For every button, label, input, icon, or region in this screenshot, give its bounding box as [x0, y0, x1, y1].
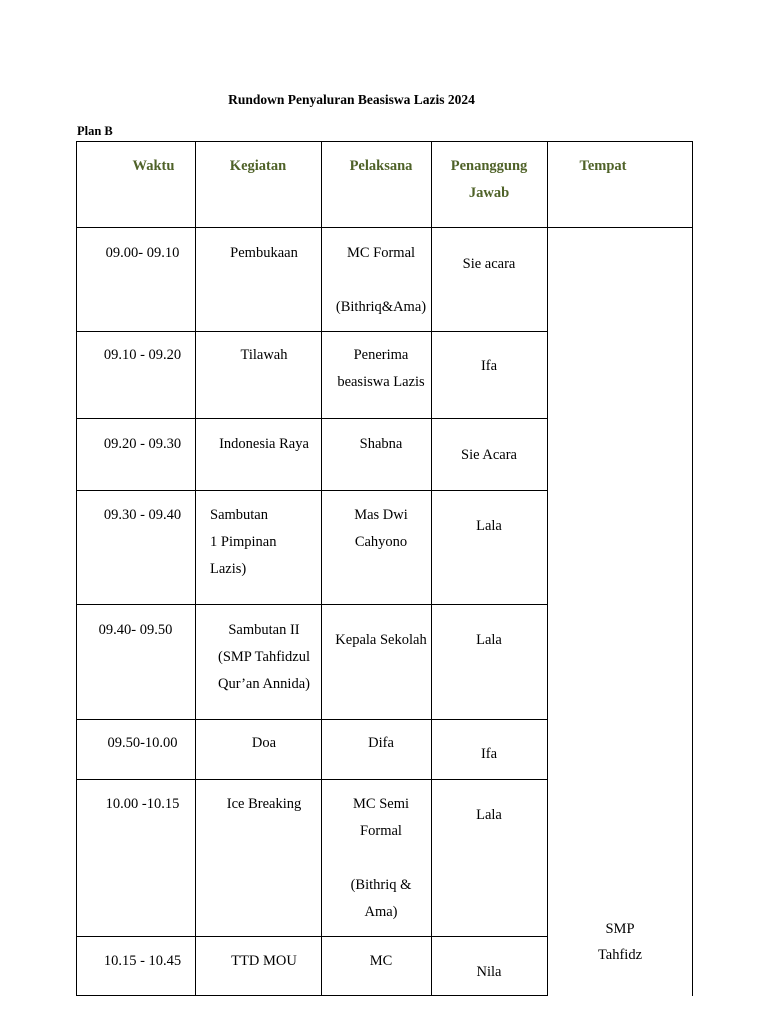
column-divider [195, 141, 196, 996]
cell-penanggung-jawab: Lala [476, 518, 502, 534]
cell-pelaksana: Shabna [359, 436, 403, 452]
cell-waktu: 10.00 -10.15 [105, 796, 180, 812]
cell-waktu: 09.30 - 09.40 [103, 507, 182, 523]
table-border-left [76, 141, 77, 996]
cell-penanggung-jawab: Sie acara [462, 256, 516, 272]
cell-kegiatan: Doa [251, 735, 277, 751]
cell-pelaksana: Penerima beasiswa Lazis [337, 347, 425, 390]
cell-penanggung-jawab: Ifa [480, 746, 498, 762]
cell-kegiatan: Sambutan 1 Pimpinan Lazis) [210, 507, 277, 577]
row-divider [76, 490, 548, 491]
cell-penanggung-jawab: Nila [476, 964, 502, 980]
header-divider [76, 227, 693, 228]
cell-kegiatan: Sambutan II (SMP Tahfidzul Qur’an Annida) [217, 622, 311, 692]
cell-waktu: 09.10 - 09.20 [103, 347, 182, 363]
header-tempat: Tempat [579, 158, 627, 174]
row-divider [76, 936, 548, 937]
row-divider [76, 719, 548, 720]
row-divider [76, 331, 548, 332]
header-penanggung-jawab: Penanggung Jawab [450, 158, 528, 201]
plan-label: Plan B [77, 124, 113, 138]
header-kegiatan: Kegiatan [229, 158, 287, 174]
cell-penanggung-jawab: Sie Acara [461, 447, 517, 463]
cell-kegiatan: TTD MOU [231, 953, 297, 969]
cell-penanggung-jawab: Ifa [480, 358, 498, 374]
cell-penanggung-jawab: Lala [476, 632, 502, 648]
cell-waktu: 10.15 - 10.45 [103, 953, 182, 969]
tempat-value: SMP Tahfidz [597, 921, 643, 963]
cell-waktu: 09.20 - 09.30 [103, 436, 182, 452]
cell-pelaksana: MC Formal (Bithriq&Ama) [335, 245, 427, 315]
cell-pelaksana: Difa [368, 735, 394, 751]
column-divider [321, 141, 322, 996]
cell-pelaksana: Mas Dwi Cahyono [354, 507, 408, 550]
table-border-right [692, 141, 693, 996]
cell-kegiatan: Pembukaan [230, 245, 298, 261]
row-divider [76, 418, 548, 419]
header-pelaksana: Pelaksana [349, 158, 413, 174]
header-waktu: Waktu [132, 158, 175, 174]
table-border-top [76, 141, 693, 142]
cell-waktu: 09.40- 09.50 [98, 622, 173, 638]
row-divider [76, 604, 548, 605]
cell-pelaksana: Kepala Sekolah [335, 632, 427, 648]
document-title: Rundown Penyaluran Beasiswa Lazis 2024 [228, 92, 475, 107]
column-divider [431, 141, 432, 996]
cell-kegiatan: Indonesia Raya [219, 436, 309, 452]
cell-kegiatan: Ice Breaking [226, 796, 302, 812]
cell-waktu: 09.50-10.00 [107, 735, 178, 751]
row-divider [76, 779, 548, 780]
cell-waktu: 09.00- 09.10 [105, 245, 180, 261]
column-divider [547, 141, 548, 996]
row-divider [76, 995, 548, 996]
cell-pelaksana: MC [369, 953, 393, 969]
cell-pelaksana: MC Semi Formal (Bithriq & Ama) [350, 796, 412, 920]
cell-penanggung-jawab: Lala [476, 807, 502, 823]
cell-kegiatan: Tilawah [240, 347, 288, 363]
